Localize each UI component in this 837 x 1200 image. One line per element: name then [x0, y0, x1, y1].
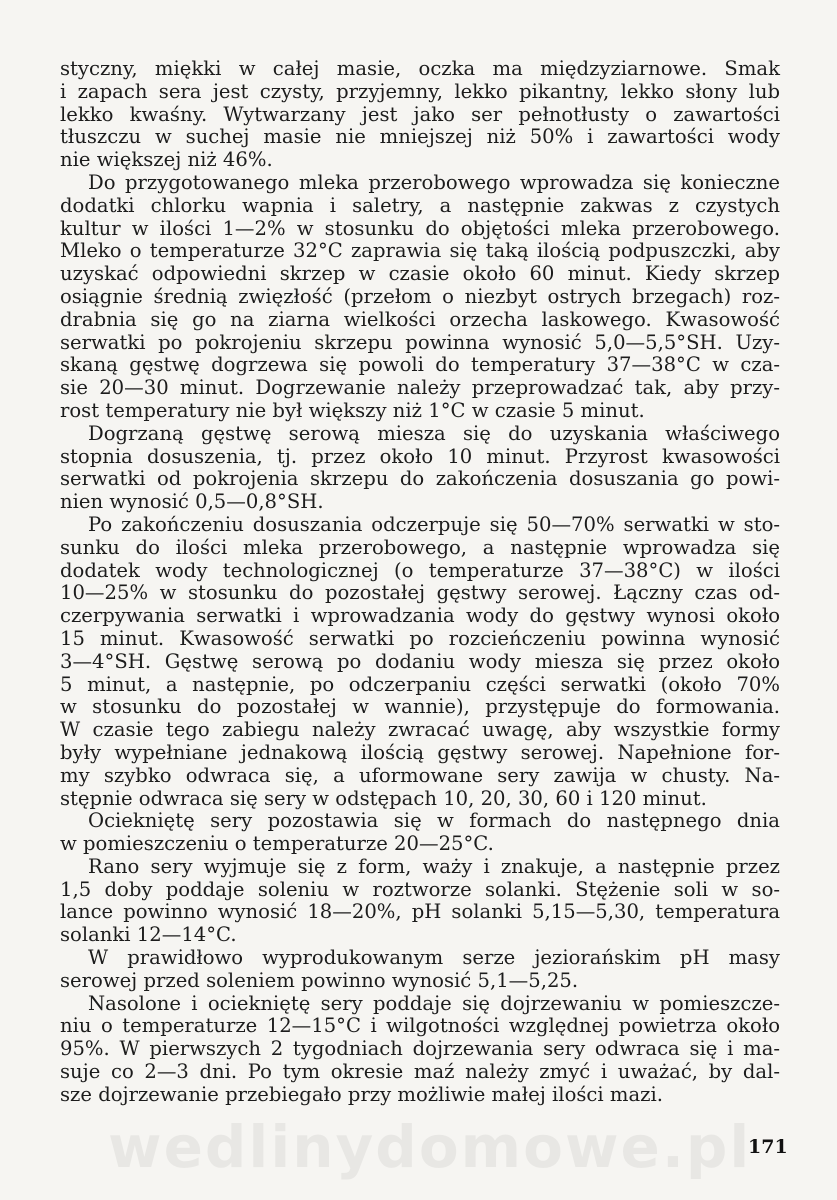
text-line: W prawidłowo wyprodukowanym serze jeziorańskim pH masy: [88, 946, 780, 970]
text-line: dodatek wody technologicznej (o temperaturze 37—38°C) w ilości: [60, 558, 780, 582]
text-line: w pomieszczeniu o temperaturze 20—25°C.: [60, 832, 494, 856]
text-line: czerpywania serwatki i wprowadzania wody do gęstwy wynosi około: [60, 604, 780, 628]
text-line: serwatki po pokrojeniu skrzepu powinna wynosić 5,0—5,5°SH. Uzy-: [60, 330, 780, 354]
body-text: [60, 58, 780, 1107]
text-line: nie większej niż 46%.: [60, 148, 273, 172]
text-line: W czasie tego zabiegu należy zwracać uwagę, aby wszystkie formy: [60, 718, 780, 742]
text-line: sze dojrzewanie przebiegało przy możliwie małej ilości mazi.: [60, 1082, 663, 1106]
text-line: Rano sery wyjmuje się z form, waży i znakuje, a następnie przez: [88, 854, 780, 878]
text-line: lekko kwaśny. Wytwarzany jest jako ser pełnotłusty o zawartości: [60, 102, 780, 126]
text-line: serowej przed soleniem powinno wynosić 5,1—5,25.: [60, 968, 579, 992]
text-line: niu o temperaturze 12—15°C i wilgotności względnej powietrza około: [60, 1014, 780, 1038]
text-line: Mleko o temperaturze 32°C zaprawia się taką ilością podpuszczki, aby: [60, 239, 780, 263]
text-line: w stosunku do pozostałej w wannie), przystępuje do formowania.: [60, 695, 780, 719]
text-line: stępnie odwraca się sery w odstępach 10, 20, 30, 60 i 120 minut.: [60, 786, 707, 810]
text-line: nien wynosić 0,5—0,8°SH.: [60, 490, 324, 514]
text-line: były wypełniane jednakową ilością gęstwy serowej. Napełnione for-: [60, 740, 780, 764]
text-line: 1,5 doby poddaje soleniu w roztworze solanki. Stężenie soli w so-: [60, 877, 780, 901]
text-line: Do przygotowanego mleka przerobowego wprowadza się konieczne: [88, 170, 780, 194]
text-line: rost temperatury nie był większy niż 1°C w czasie 5 minut.: [60, 398, 645, 422]
text-line: Ociekniętę sery pozostawia się w formach do następnego dnia: [88, 809, 780, 833]
text-line: 15 minut. Kwasowość serwatki po rozcieńczeniu powinna wynosić: [60, 626, 780, 650]
text-line: 5 minut, a następnie, po odczerpaniu części serwatki (około 70%: [60, 672, 780, 696]
text-line: 10—25% w stosunku do pozostałej gęstwy serowej. Łączny czas od-: [60, 581, 780, 605]
text-line: uzyskać odpowiedni skrzep w czasie około 60 minut. Kiedy skrzep: [60, 262, 780, 286]
text-line: Nasolone i ociekniętę sery poddaje się dojrzewaniu w pomieszcze-: [88, 991, 780, 1015]
text-line: drabnia się go na ziarna wielkości orzecha laskowego. Kwasowość: [60, 307, 780, 331]
text-line: serwatki od pokrojenia skrzepu do zakończenia dosuszania go powi-: [60, 467, 780, 491]
text-line: kultur w ilości 1—2% w stosunku do objętości mleka przerobowego.: [60, 216, 780, 240]
text-line: i zapach sera jest czysty, przyjemny, lekko pikantny, lekko słony lub: [60, 79, 780, 103]
text-line: sie 20—30 minut. Dogrzewanie należy przeprowadzać tak, aby przy-: [60, 376, 780, 400]
text-line: tłuszczu w suchej masie nie mniejszej niż 50% i zawartości wody: [60, 125, 780, 149]
text-line: 3—4°SH. Gęstwę serową po dodaniu wody miesza się przez około: [60, 649, 780, 673]
text-line: suje co 2—3 dni. Po tym okresie maź należy zmyć i uważać, by dal-: [60, 1060, 780, 1084]
text-line: dodatki chlorku wapnia i saletry, a następnie zakwas z czystych: [60, 193, 780, 217]
text-line: solanki 12—14°C.: [60, 923, 237, 947]
text-line: Dogrzaną gęstwę serową miesza się do uzyskania właściwego: [88, 421, 780, 445]
text-line: my szybko odwraca się, a uformowane sery zawija w chusty. Na-: [60, 763, 780, 787]
watermark: wedlinydomowe.pl: [108, 1113, 752, 1181]
text-line: sunku do ilości mleka przerobowego, a następnie wprowadza się: [60, 535, 780, 559]
text-line: 95%. W pierwszych 2 tygodniach dojrzewania sery odwraca się i ma-: [60, 1037, 780, 1061]
text-line: skaną gęstwę dogrzewa się powoli do temperatury 37—38°C w cza-: [60, 353, 780, 377]
text-line: styczny, miękki w całej masie, oczka ma międzyziarnowe. Smak: [60, 57, 780, 80]
text-line: lance powinno wynosić 18—20%, pH solanki 5,15—5,30, temperatura: [60, 900, 780, 924]
text-line: Po zakończeniu dosuszania odczerpuje się 50—70% serwatki w sto-: [88, 512, 780, 536]
text-line: osiągnie średnią zwięzłość (przełom o niezbyt ostrych brzegach) roz-: [60, 284, 780, 308]
text-line: stopnia dosuszenia, tj. przez około 10 minut. Przyrost kwasowości: [60, 444, 780, 468]
page-number: 171: [748, 1136, 788, 1158]
